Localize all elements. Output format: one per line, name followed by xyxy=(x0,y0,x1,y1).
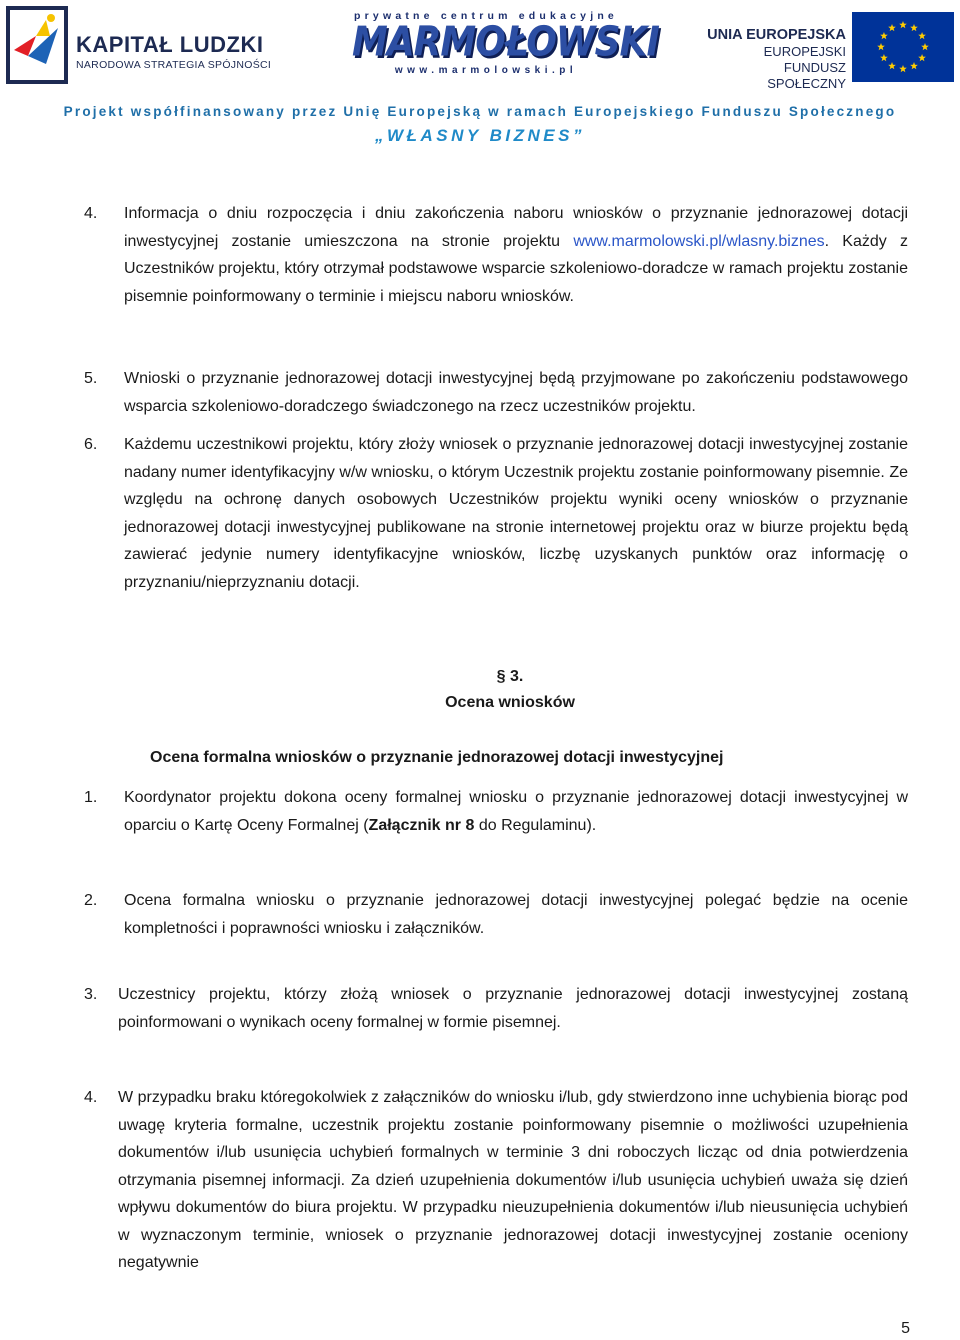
kl-subtitle: NARODOWA STRATEGIA SPÓJNOŚCI xyxy=(76,59,272,71)
eu-line-2: EUROPEJSKI xyxy=(763,44,846,59)
eu-flag-icon xyxy=(852,12,954,82)
item-number: 4. xyxy=(84,1089,98,1106)
item-text-part: do Regulaminu). xyxy=(474,816,597,834)
item-text: W przypadku braku któregokolwiek z załączników do wniosku i/lub, gdy stwierdzono inne uchybienia biorąc pod uwagę kryteria formalne, uczestnik projektu zostanie poinformowany pisemnie o możliwości uzupełnienia dokumentów i/lub usunięcia uchybień formalnych w terminie 3 dni roboczych licząc od dnia potwierdzenia otrzymania pisemnej informacji. Za dzień uzupełnienia dokumentów i/lub usunięcia uchybień uważa się dzień wpływu dokumentów do biura projektu. W przypadku nieuzupełnienia dokumentów i/lub nieusunięcia uchybień w wyznaczonym terminie, wniosek o przyznanie jednorazowej dotacji inwestycyjnej zostanie oceniony negatywnie xyxy=(118,1089,908,1271)
list-item xyxy=(84,1084,908,1277)
marmolowski-url: www.marmolowski.pl xyxy=(394,65,578,76)
eu-text xyxy=(706,26,846,92)
list-item xyxy=(84,981,908,1036)
item-number: 4. xyxy=(84,205,98,222)
list-item xyxy=(84,887,908,942)
project-link[interactable]: www.marmolowski.pl/wlasny.biznes xyxy=(573,232,825,250)
page-header xyxy=(0,0,960,100)
project-cofinance-line: Projekt współfinansowany przez Unię Europejską w ramach Europejskiego Funduszu Społecznego xyxy=(63,104,897,119)
kl-title: KAPITAŁ LUDZKI xyxy=(76,32,264,57)
list-item xyxy=(84,365,908,420)
kapital-ludzki-logo xyxy=(6,6,68,84)
marmolowski-logo xyxy=(352,10,659,84)
item-text-part: Informacja o dniu rozpoczęcia i dniu zakończenia naboru wniosków o przyznanie jednorazowej dotacji inwestycyjnej zostanie umieszczona na stronie projektu xyxy=(124,205,908,250)
list-item xyxy=(84,431,908,596)
item-text-part: Koordynator projektu dokona oceny formalnej wniosku o przyznanie jednorazowej dotacji inwestycyjnej w oparciu o Kartę Oceny Formalnej ( xyxy=(124,789,908,834)
item-text xyxy=(84,200,908,310)
item-text: Ocena formalna wniosku o przyznanie jednorazowej dotacji inwestycyjnej polegać będzie na ocenie kompletności i poprawności wniosku i załączników. xyxy=(124,892,908,937)
kapital-ludzki-text xyxy=(76,33,271,71)
section-title: Ocena wniosków xyxy=(445,694,575,711)
marmolowski-tagline: prywatne centrum edukacyjne xyxy=(354,10,618,22)
list-item xyxy=(84,200,908,310)
item-number: 6. xyxy=(84,436,98,453)
item-text-part: . Każdy z Uczestników projektu, który otrzymał podstawowe wsparcie szkoleniowo-doradcze w ramach projektu zostanie pisemnie poinformowany o terminie i miejscu naboru wniosków. xyxy=(124,232,908,305)
eu-line-3: FUNDUSZ SPOŁECZNY xyxy=(767,60,846,91)
item-text xyxy=(84,784,908,839)
item-number: 1. xyxy=(84,789,98,806)
item-number: 2. xyxy=(84,892,98,909)
list-item xyxy=(84,784,908,839)
marmolowski-name: MARMOŁOWSKI xyxy=(352,18,659,67)
section-subheading: Ocena formalna wniosków o przyznanie jednorazowej dotacji inwestycyjnej xyxy=(150,749,724,766)
item-number: 3. xyxy=(84,986,98,1003)
item-text: Uczestnicy projektu, którzy złożą wniosek o przyznanie jednorazowej dotacji inwestycyjnej zostaną poinformowani o wynikach oceny formalnej w formie pisemnej. xyxy=(118,986,908,1031)
eu-line-1: UNIA EUROPEJSKA xyxy=(707,27,846,43)
page-number: 5 xyxy=(901,1320,910,1337)
item-text: Wnioski o przyznanie jednorazowej dotacji inwestycyjnej będą przyjmowane po zakończeniu podstawowego wsparcia szkoleniowo-doradczego świadczonego na rzecz uczestników projektu. xyxy=(124,370,908,415)
item-number: 5. xyxy=(84,370,98,387)
project-brand-line: „WŁASNY BIZNES” xyxy=(375,126,585,145)
item-text: Każdemu uczestnikowi projektu, który złoży wniosek o przyznanie jednorazowej dotacji inwestycyjnej zostanie nadany numer identyfikacyjny w/w wniosku, o którym Uczestnik projektu zostanie poinformowany pisemnie. Ze względu na ochronę danych osobowych Uczestników projektu wyniki oceny wniosków o przyznanie jednorazowej dotacji inwestycyjnej publikowane na stronie internetowej projektu oraz w biurze projektu będą zawierać jedynie numery identyfikacyjne wniosków, liczbę uzyskanych punktów oraz informację o przyznaniu/nieprzyznaniu dotacji. xyxy=(124,436,908,591)
attachment-reference: Załącznik nr 8 xyxy=(368,816,475,834)
section-number: § 3. xyxy=(496,668,524,685)
